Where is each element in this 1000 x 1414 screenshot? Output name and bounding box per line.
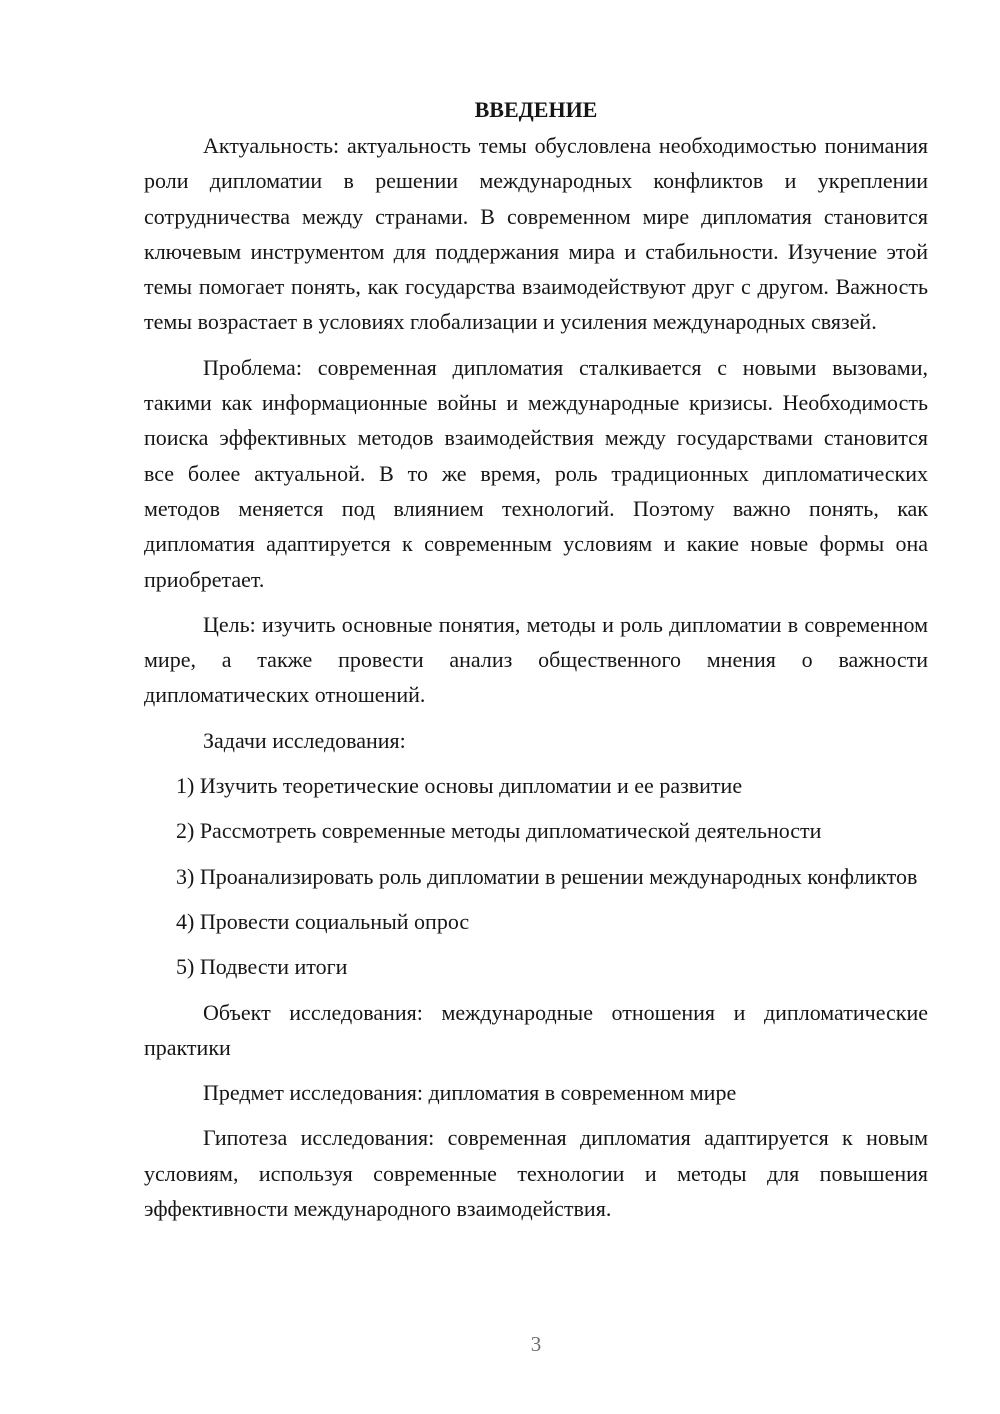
subject-paragraph: Предмет исследования: дипломатия в современном мире: [203, 1080, 737, 1106]
goal-paragraph: Цель: изучить основные понятия, методы и роль дипломатии в современном мире, а также провести анализ общественного мнения о важности дипломатических отношений.: [144, 611, 928, 708]
page-number: 3: [530, 1332, 542, 1356]
page-title: ВВЕДЕНИЕ: [474, 97, 598, 122]
task-item: 2) Рассмотреть современные методы дипломатической деятельности: [176, 818, 822, 844]
task-item: 3) Проанализировать роль дипломатии в решении международных конфликтов: [176, 863, 918, 889]
task-item: 1) Изучить теоретические основы дипломатии и ее развитие: [176, 773, 743, 799]
object-paragraph: Объект исследования: международные отношения и дипломатические практики: [144, 999, 928, 1060]
task-item: 4) Провести социальный опрос: [176, 908, 470, 934]
tasks-heading: Задачи исследования:: [203, 727, 406, 753]
problem-paragraph: Проблема: современная дипломатия сталкивается с новыми вызовами, такими как информационные войны и международные кризисы. Необходимость поиска эффективных методов взаимодействия между государствами становится все более актуальной. В то же время, роль традиционных дипломатических методов меняется под влиянием технологий. Поэтому важно понять, как дипломатия адаптируется к современным условиям и какие новые формы она приобретает.: [144, 354, 928, 592]
hypothesis-paragraph: Гипотеза исследования: современная дипломатия адаптируется к новым условиям, используя современные технологии и методы для повышения эффективности международного взаимодействия.: [144, 1125, 928, 1222]
task-item: 5) Подвести итоги: [176, 954, 348, 980]
relevance-paragraph: Актуальность: актуальность темы обусловлена необходимостью понимания роли дипломатии в решении международных конфликтов и укреплении сотрудничества между странами. В современном мире дипломатия становится ключевым инструментом для поддержания мира и стабильности. Изучение этой темы помогает понять, как государства взаимодействуют друг с другом. Важность темы возрастает в условиях глобализации и усиления международных связей.: [144, 133, 928, 335]
page-content: [144, 92, 928, 1236]
